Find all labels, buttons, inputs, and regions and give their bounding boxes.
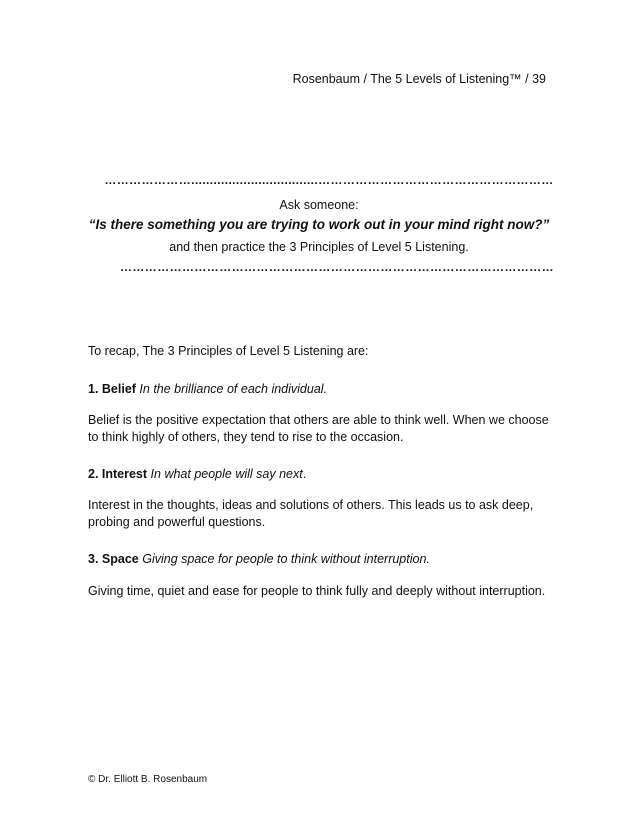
principle-title: 2. Interest: [88, 467, 148, 481]
ask-someone-label: Ask someone:: [279, 198, 359, 212]
running-header: Rosenbaum / The 5 Levels of Listening™ / 39: [292, 72, 546, 86]
recap-intro: To recap, The 3 Principles of Level 5 Listening are:: [88, 344, 369, 358]
copyright-footer: © Dr. Elliott B. Rosenbaum: [88, 774, 208, 785]
principle-belief-heading: [88, 381, 558, 398]
principle-interest-body: Interest in the thoughts, ideas and solutions of others. This leads us to ask deep, probing and powerful questions.: [88, 498, 534, 529]
callout-question: “Is there something you are trying to work out in your mind right now?”: [88, 217, 550, 232]
principle-title: 1. Belief: [88, 382, 136, 396]
dotted-divider-top: …………………..................................…………………………………………………: [104, 173, 554, 187]
principle-belief-body: Belief is the positive expectation that others are able to think well. When we choose to think highly of others, they tend to rise to the occasion.: [88, 413, 549, 444]
principle-subtitle-period: .: [302, 467, 307, 481]
practice-instruction: and then practice the 3 Principles of Level 5 Listening.: [169, 240, 469, 254]
principle-space-heading: [88, 551, 558, 568]
principle-space-body: Giving time, quiet and ease for people to think fully and deeply without interruption.: [88, 584, 546, 598]
principle-subtitle: Giving space for people to think without interruption.: [142, 552, 430, 566]
principle-title: 3. Space: [88, 552, 139, 566]
principle-subtitle: In the brilliance of each individual.: [139, 382, 328, 396]
principle-interest-heading: [88, 466, 558, 483]
dotted-divider-bottom: ……………………………………………………………………………………………: [120, 260, 554, 274]
principle-subtitle: In what people will say next: [150, 467, 303, 481]
